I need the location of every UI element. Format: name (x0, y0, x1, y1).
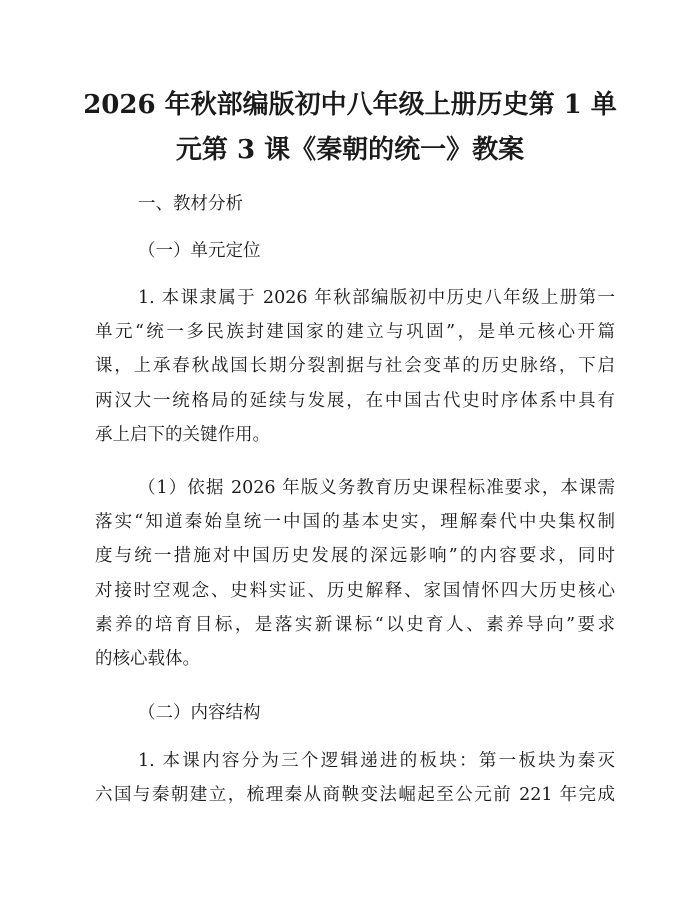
paragraph-line: 对接时空观念、史料实证、历史解释、家国情怀四大历史核心 (95, 581, 615, 601)
paragraph-line: 六国与秦朝建立，梳理秦从商鞅变法崛起至公元前 221 年完成 (95, 785, 615, 805)
paragraph-line: （1）依据 2026 年版义务教育历史课程标准要求，本课需 (138, 478, 615, 498)
section-heading: 一、教材分析 (138, 194, 243, 214)
paragraph-line: 课，上承春秋战国长期分裂割据与社会变革的历史脉络，下启 (95, 356, 615, 376)
paragraph-line: 1. 本课隶属于 2026 年秋部编版初中历史八年级上册第一 (138, 288, 615, 308)
document-title-line-2: 元第 3 课《秦朝的统一》教案 (175, 135, 525, 165)
document-title-line-1: 2026 年秋部编版初中八年级上册历史第 1 单 (83, 90, 617, 120)
paragraph-line: 度与统一措施对中国历史发展的深远影响”的内容要求，同时 (95, 546, 615, 566)
subsection-heading: （二）内容结构 (138, 703, 261, 723)
subsection-heading: （一）单元定位 (138, 241, 261, 261)
paragraph-line: 素养的培育目标，是落实新课标“以史育人、素养导向”要求 (95, 615, 615, 635)
paragraph-line: 单元“统一多民族封建国家的建立与巩固”，是单元核心开篇 (95, 322, 615, 342)
paragraph-line: 两汉大一统格局的延续与发展，在中国古代史时序体系中具有 (95, 391, 615, 411)
paragraph-line: 承上启下的关键作用。 (95, 425, 270, 445)
paragraph-line: 1. 本课内容分为三个逻辑递进的板块：第一板块为秦灭 (138, 751, 615, 771)
paragraph-line: 落实“知道秦始皇统一中国的基本史实，理解秦代中央集权制 (95, 512, 615, 532)
paragraph-line: 的核心载体。 (95, 649, 200, 669)
